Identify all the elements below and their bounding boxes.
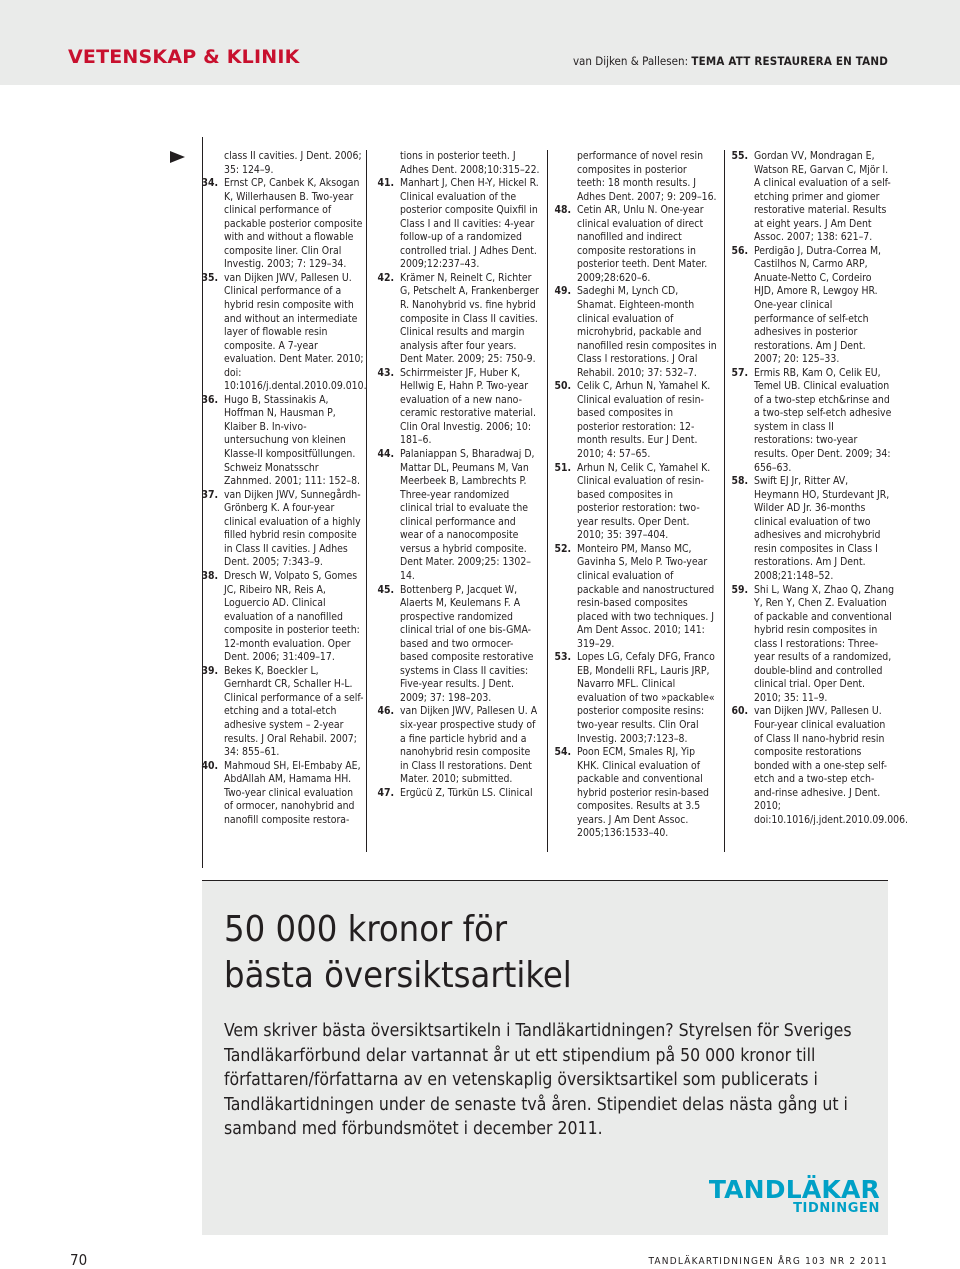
reference-text: Arhun N, Celik C, Yamahel K. Clinical evaluation of resin-based composites in posterior restoration: two-year results. Oper Dent. 2010; 35: 397–404. [577,461,711,542]
reference-number: 42. [377,271,394,284]
reference-text: van Dijken JWV, Sunnegårdh-Grönberg K. A four-year clinical evaluation of a highly filled hybrid resin composite in Class II cavities. J Adhes Dent. 2005; 7:343–9. [224,488,361,569]
reference-item [731,475,894,583]
logo-text-bottom: TIDNINGEN [793,1201,880,1216]
reference-item [201,759,364,828]
reference-item [201,664,364,760]
reference-text: Monteiro PM, Manso MC, Gavinha S, Melo P. Two-year clinical evaluation of packable and nanostructured resin-based composites placed with two techniques. J Am Dent Assoc. 2010; 141: 319–29. [577,542,715,650]
reference-item [201,569,364,665]
page-header [0,0,960,85]
reference-text: Swift EJ Jr, Ritter AV, Heymann HO, Sturdevant JR, Wilder AD Jr. 36-months clinical evaluation of two adhesives and microhybrid resin composites in Class I restorations. Am J Dent. 2008;21:148–52. [754,475,890,582]
reference-item [377,177,540,272]
reference-item [731,244,894,367]
continue-arrow-icon [170,151,185,163]
reference-text: class II cavities. J Dent. 2006; 35: 124–9. [224,150,362,176]
reference-text: Poon ECM, Smales RJ, Yip KHK. Clinical evaluation of packable and conventional hybrid posterior resin-based composites. Results at 3.5 years. J Am Dent Assoc. 2005;136:1533–40. [577,746,709,840]
reference-number: 54. [554,746,571,759]
reference-item [377,583,540,706]
reference-text: Gordan VV, Mondragan E, Watson RE, Garvan C, Mjör I. A clinical evaluation of a self-etching primer and giomer restorative material. Results at eight years. J Am Dent Assoc. 2007; 138: 621–7. [754,150,891,244]
reference-number: 34. [201,177,218,190]
reference-item [400,150,540,177]
reference-number: 38. [201,569,218,582]
reference-text: Celik C, Arhun N, Yamahel K. Clinical evaluation of resin-based composites in posterior restoration: 12-month results. Eur J Dent. 2010; 4: 57–65. [577,380,711,461]
reference-number: 57. [731,366,748,379]
reference-number: 55. [731,150,748,162]
reference-number: 58. [731,475,748,488]
reference-text: Dresch W, Volpato S, Gomes JC, Ribeiro NR, Reis A, Loguercio AD. Clinical evaluation of a nanofilled composite in posterior teeth: 12-month evaluation. Oper Dent. 2006; 31:409–17. [224,569,360,664]
reference-item [554,380,717,461]
reference-number: 44. [377,448,394,461]
reference-number: 50. [554,380,571,393]
reference-text: Palaniappan S, Bharadwaj D, Mattar DL, Peumans M, Van Meerbeek B, Lambrechts P. Three-year randomized clinical trial to evaluate the clinical performance and wear of a nanocomposite versus a hybrid composite. Dent Mater. 2009;25: 1302–14. [400,448,535,582]
running-head-theme: TEMA ATT RESTAURERA EN TAND [691,54,888,68]
reference-column-2 [377,150,540,800]
reference-column-1 [201,150,367,827]
announcement-box [202,880,888,1235]
reference-item [731,583,894,706]
reference-number: 39. [201,664,218,677]
reference-text: Ergücü Z, Türkün LS. Clinical [400,786,533,799]
reference-text: Schirrmeister JF, Huber K, Hellwig E, Hahn P. Two-year evaluation of a new nano-ceramic restorative material. Clin Oral Investig. 2006; 10: 181–6. [400,366,536,447]
reference-text: Ernst CP, Canbek K, Aksogan K, Willerhausen B. Two-year clinical performance of packable posterior composite with and without a flowable composite liner. Clin Oral Investig. 2003; 7: 129–34. [224,177,363,271]
reference-text: tions in posterior teeth. J Adhes Dent. 2008;10:315–22. [400,150,540,176]
page-number: 70 [70,1251,88,1269]
logo-text-top: TANDLÄKAR [708,1175,880,1204]
reference-text: performance of novel resin composites in posterior teeth: 18 month results. J Adhes Dent. 2007; 9: 209–16. [577,150,717,203]
reference-number: 41. [377,177,394,190]
reference-item [377,705,540,786]
reference-number: 60. [731,705,748,718]
reference-number: 51. [554,461,571,474]
column-rule-3 [724,150,725,852]
reference-number: 49. [554,285,571,298]
reference-number: 59. [731,583,748,596]
tandlakartidningen-logo [704,1177,880,1216]
reference-item [554,461,717,543]
reference-text: Lopes LG, Cefaly DFG, Franco EB, Mondelli RFL, Lauris JRP, Navarro MFL. Clinical evaluation of two »packable« posterior composite resins: two-year results. Clin Oral Investig. 2003;7:123–8. [577,651,715,745]
reference-item [731,705,909,827]
announcement-title-line-1: 50 000 kronor för [224,909,508,950]
announcement-title-line-2: bästa översiktsartikel [224,955,572,996]
reference-item [377,271,540,367]
announcement-title [224,907,572,999]
reference-text: Shi L, Wang X, Zhao Q, Zhang Y, Ren Y, Chen Z. Evaluation of packable and conventional hybrid resin composites in class I restorations: Three-year results of a randomized, double-blind and controlled clinical trial. Oper Dent. 2010; 35: 11–9. [754,583,894,704]
running-head [573,54,888,68]
reference-column-3 [554,150,717,841]
reference-number: 36. [201,393,218,406]
section-title: VETENSKAP & KLINIK [68,46,300,68]
reference-item [201,393,364,489]
left-rule [202,137,203,868]
reference-text: Mahmoud SH, El-Embaby AE, AbdAllah AM, Hamama HH. Two-year clinical evaluation of ormocer, nanohybrid and nanofill composite restora- [224,759,361,826]
reference-text: Krämer N, Reinelt C, Richter G, Petschelt A, Frankenberger R. Nanohybrid vs. fine hybrid composite in Class II cavities. Clinical results and margin analysis after four years. Dent Mater. 2009; 25: 750-9. [400,271,539,366]
reference-item [224,150,364,177]
reference-number: 35. [201,271,218,284]
reference-number: 37. [201,488,218,501]
reference-text: Perdigão J, Dutra-Correa M, Castilhos N, Carmo ARP, Anuate-Netto C, Cordeiro HJD, Amore R, Lewgoy HR. One-year clinical performance of self-etch adhesives in posterior restorations. Am J Dent. 2007; 20: 125–33. [754,244,881,366]
reference-text: Manhart J, Chen H-Y, Hickel R. Clinical evaluation of the posterior composite Quixfil in Class I and II cavities: 4-year follow-up of a randomized controlled trial. J Adhes Dent. 2009;12:237–43. [400,177,539,271]
reference-item [731,150,894,245]
reference-item [201,177,364,272]
announcement-body: Vem skriver bästa översiktsartikeln i Tandläkartidningen? Styrelsen för Sveriges Tandläkarförbund delar vartannat år ut ett stipendium på 50 000 kronor till författaren/författarna av en vetenskaplig översiktsartikel som publicerats i Tandläkartidningen under de senaste två åren. Stipendiet delas nästa gång ut i samband med förbundsmötet i december 2011. [224,1021,852,1139]
reference-text: Ermis RB, Kam O, Celik EU, Temel UB. Clinical evaluation of a two-step etch&rinse and a two-step self-etch adhesive system in class II restorations: two-year results. Oper Dent. 2009; 34: 656–63. [754,366,892,474]
reference-number: 40. [201,759,218,772]
reference-text: Bottenberg P, Jacquet W, Alaerts M, Keulemans F. A prospective randomized clinical trial of one bis-GMA-based and two ormocer-based composite restorative systems in Class II cavities: Five-year results. J Dent. 2009; 37: 198–203. [400,583,534,704]
reference-text: van Dijken JWV, Pallesen U. A six-year prospective study of a fine particle hybrid and a nanohybrid resin composite in Class II restorations. Dent Mater. 2010; submitted. [400,705,538,786]
journal-footer: TANDLÄKARTIDNINGEN ÅRG 103 NR 2 2011 [648,1256,888,1267]
reference-item [201,488,364,570]
reference-item [377,448,540,583]
reference-text: Sadeghi M, Lynch CD, Shamat. Eighteen-month clinical evaluation of microhybrid, packable and nanofilled resin composites in Class I restorations. J Oral Rehabil. 2010; 37: 532–7. [577,285,717,379]
reference-text: Cetin AR, Unlu N. One-year clinical evaluation of direct nanofilled and indirect composite restorations in posterior teeth. Dent Mater. 2009;28:620–6. [577,204,708,284]
reference-text: Hugo B, Stassinakis A, Hoffman N, Hausman P, Klaiber B. In-vivo-untersuchung von kleinen Klasse-II kompositfüllungen. Schweiz Monatsschr Zahnmed. 2001; 111: 152–8. [224,393,361,488]
reference-item [554,651,717,746]
reference-item [554,542,717,651]
running-head-authors: van Dijken & Pallesen: [572,54,689,68]
reference-number: 45. [377,583,394,596]
column-rule-1 [366,150,367,852]
reference-text: van Dijken JWV, Pallesen U. Four-year clinical evaluation of Class II nano-hybrid resin composite restorations bonded with a one-step self-etch and a two-step etch-and-rinse adhesive. J Dent. 2010; doi:10.1016/j.jdent.2010.09.006. [754,705,909,826]
reference-number: 47. [377,786,394,799]
reference-item [377,366,540,448]
reference-item [554,746,717,841]
reference-item [554,204,717,285]
reference-text: van Dijken JWV, Pallesen U. Clinical performance of a hybrid resin composite with and without an intermediate layer of flowable resin composite. A 7-year evaluation. Dent Mater. 2010; doi: 10:1016/j.dental.2010.09.010. [224,271,367,393]
reference-number: 52. [554,542,571,555]
reference-number: 53. [554,651,571,664]
reference-item [731,366,894,475]
reference-item [577,150,717,204]
reference-column-4 [731,150,909,827]
reference-item [377,786,540,801]
reference-number: 43. [377,366,394,379]
reference-text: Bekes K, Boeckler L, Gernhardt CR, Schaller H-L. Clinical performance of a self-etching and a total-etch adhesive system – 2-year results. J Oral Rehabil. 2007; 34: 855–61. [224,664,364,759]
reference-number: 56. [731,244,748,257]
column-rule-2 [547,150,548,852]
reference-number: 48. [554,204,571,217]
reference-number: 46. [377,705,394,718]
reference-item [201,271,367,394]
reference-item [554,285,717,380]
